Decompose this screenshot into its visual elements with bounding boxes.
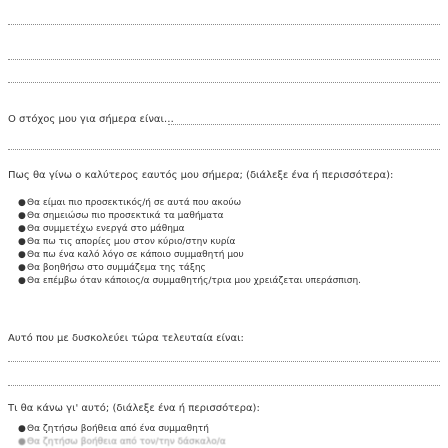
difficulty-answer-line[interactable]: [8, 361, 440, 362]
difficulty-answer-line[interactable]: [8, 385, 440, 386]
goal-answer-line[interactable]: [8, 149, 440, 150]
bullet-icon: ●: [18, 198, 26, 208]
difficulty-question: Αυτό που με δυσκολεύει τώρα τελευταία είναι:: [8, 333, 244, 344]
list-item[interactable]: ● Θα πω τις απορίες μου στον κύριο/στην κυρία: [18, 237, 236, 247]
bullet-icon: ●: [18, 250, 26, 260]
best-self-options: [18, 197, 438, 288]
list-item[interactable]: ● Θα συμμετέχω ενεργά στο μάθημα: [18, 224, 185, 234]
best-self-question: Πως θα γίνω ο καλύτερος εαυτός μου σήμερα; (διάλεξε ένα ή περισσότερα):: [8, 170, 394, 181]
list-item[interactable]: ● Θα πω ένα καλό λόγο σε κάποιο συμμαθητή μου: [18, 250, 244, 260]
list-item[interactable]: ● Θα βοηθήσω στο συμμάζεμα της τάξης: [18, 263, 206, 273]
answer-line[interactable]: [8, 59, 440, 60]
list-item[interactable]: ● Θα ζητήσω βοήθεια από ένα συμμαθητή: [18, 424, 209, 434]
action-options: [18, 423, 438, 448]
list-item[interactable]: ● Θα επέμβω όταν κάποιος/α συμμαθητής/τρια μου χρειάζεται υπεράσπιση.: [18, 276, 362, 286]
bullet-icon: ●: [18, 224, 26, 234]
bullet-icon: ●: [18, 237, 26, 247]
bullet-icon: ●: [18, 263, 26, 273]
list-item[interactable]: ● Θα είμαι πιο προσεκτικός/ή σε αυτά που ακούω: [18, 198, 242, 208]
bullet-icon: ●: [18, 276, 26, 286]
action-question: Τι θα κάνω γι' αυτό; (διάλεξε ένα ή περισσότερα):: [8, 403, 260, 414]
bullet-icon: ●: [18, 211, 26, 221]
bullet-icon: ●: [18, 437, 26, 447]
list-item[interactable]: ● Θα ζητήσω βοήθεια από τον/την δάσκαλο/α: [18, 437, 226, 447]
answer-line[interactable]: [8, 82, 440, 83]
goal-answer-line[interactable]: [168, 124, 440, 125]
list-item[interactable]: ● Θα σημειώσω πιο προσεκτικά τα μαθήματα: [18, 211, 224, 221]
bullet-icon: ●: [18, 424, 26, 434]
answer-line[interactable]: [8, 24, 440, 25]
goal-prompt: Ο στόχος μου για σήμερα είναι…: [8, 114, 174, 125]
